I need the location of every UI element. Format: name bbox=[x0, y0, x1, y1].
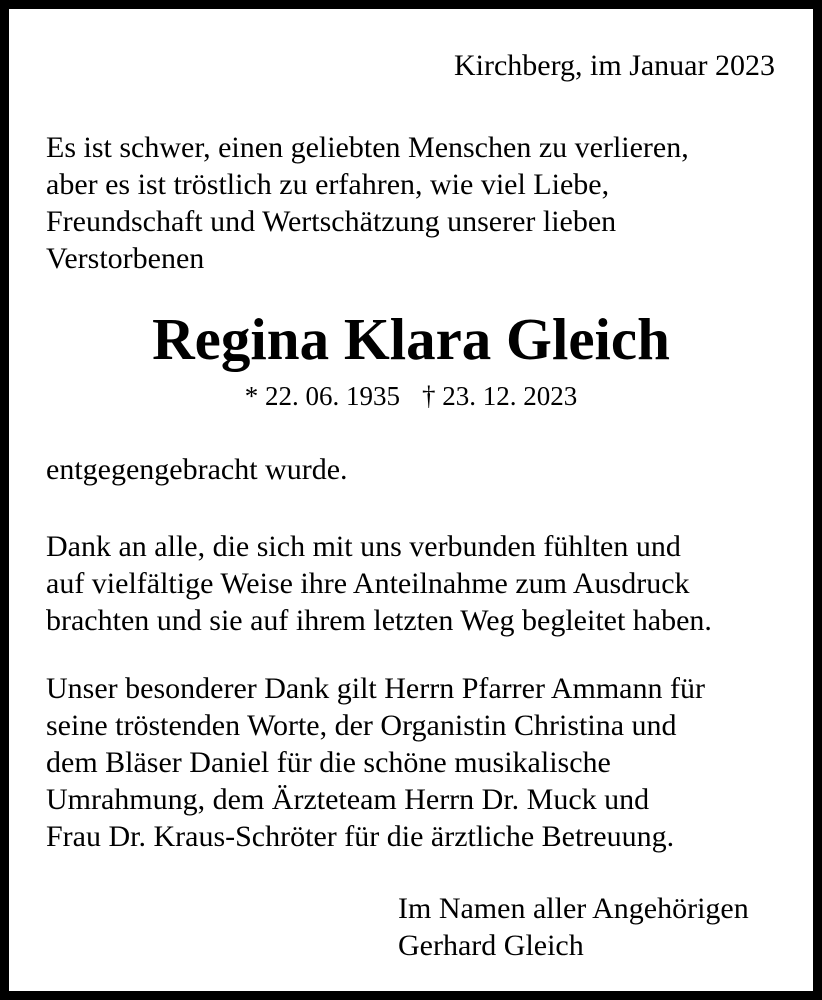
special-thanks-line: dem Bläser Daniel für die schöne musikalische bbox=[46, 746, 611, 779]
deceased-name: Regina Klara Gleich bbox=[152, 306, 670, 372]
intro-line: Freundschaft und Wertschätzung unserer lieben bbox=[46, 205, 617, 238]
continuation-line: entgegengebracht wurde. bbox=[46, 453, 348, 486]
special-thanks-line: Umrahmung, dem Ärzteteam Herrn Dr. Muck und bbox=[46, 783, 650, 816]
thanks-line: brachten und sie auf ihrem letzten Weg begleitet haben. bbox=[46, 604, 712, 637]
special-thanks-line: Frau Dr. Kraus-Schröter für die ärztliche Betreuung. bbox=[46, 820, 675, 853]
life-dates bbox=[9, 379, 813, 413]
thanks-line: auf vielfältige Weise ihre Anteilnahme zum Ausdruck bbox=[46, 567, 690, 600]
intro-line: aber es ist tröstlich zu erfahren, wie viel Liebe, bbox=[46, 168, 610, 201]
death-date: † 23. 12. 2023 bbox=[422, 381, 578, 411]
special-thanks-line: Unser besonderer Dank gilt Herrn Pfarrer Ammann für bbox=[46, 672, 705, 705]
intro-line: Es ist schwer, einen geliebten Menschen zu verlieren, bbox=[46, 131, 689, 164]
special-thanks-line: seine tröstenden Worte, der Organistin Christina und bbox=[46, 709, 677, 742]
signature-line: Im Namen aller Angehörigen bbox=[398, 892, 749, 925]
signature-name: Gerhard Gleich bbox=[398, 929, 584, 962]
intro-line: Verstorbenen bbox=[46, 242, 205, 275]
thanks-line: Dank an alle, die sich mit uns verbunden fühlten und bbox=[46, 530, 681, 563]
place-date: Kirchberg, im Januar 2023 bbox=[453, 49, 775, 82]
birth-date: * 22. 06. 1935 bbox=[244, 381, 400, 411]
